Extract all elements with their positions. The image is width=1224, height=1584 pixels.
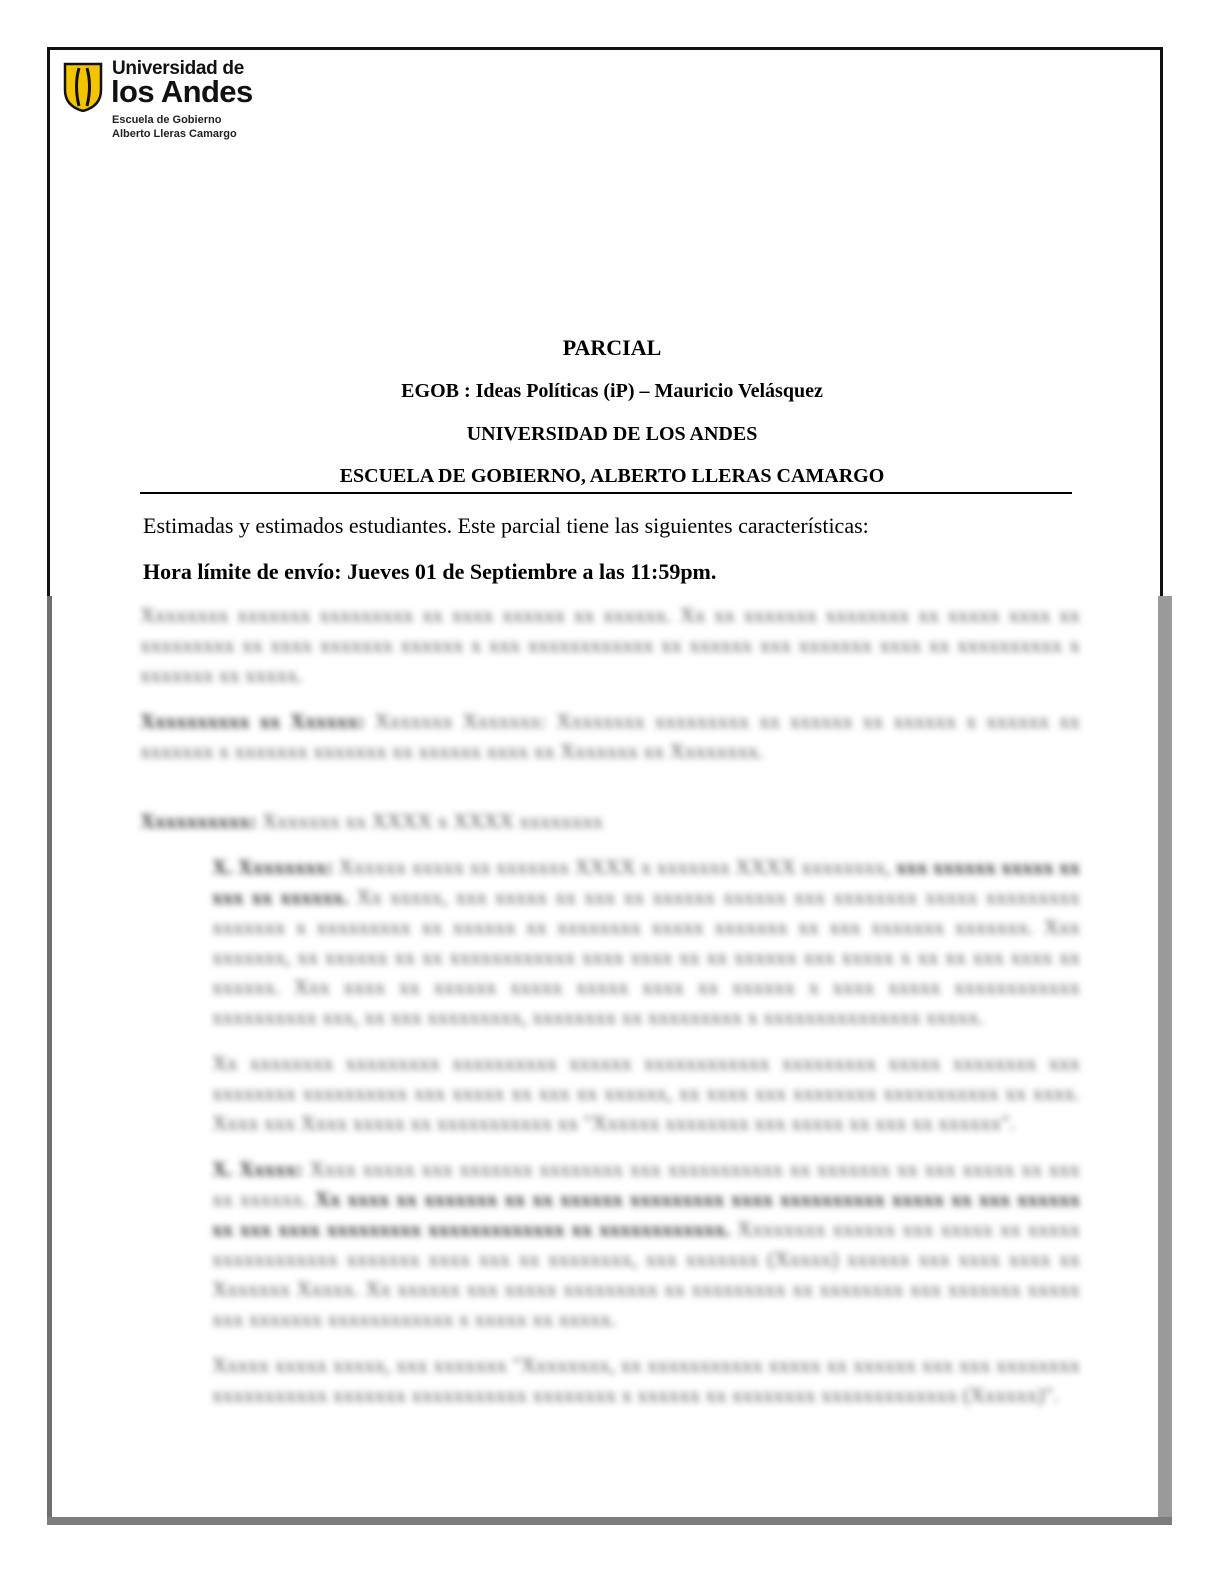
- course-subtitle: EGOB : Ideas Políticas (iP) – Mauricio Velásquez: [401, 380, 823, 402]
- blurred-content: Xxxxxxxx xxxxxxx xxxxxxxxx xx xxxx xxxxxx xx xxxxxx. Xx xx xxxxxxx xxxxxxxx xx xxxxx xxxx xx xxxxxxxxx xx xxxx xxxxxxx xxxxxx x xxx xxxxxxxxxxxx xx xxxxxx xxx xxxxxxx xxxx xx xxxxxxxxxx x xxxxxxx xx xxxxx. Xxxxxxxxxx xx Xxxxxx: Xxxxxxx Xxxxxxx: Xxxxxxxx xxxxxxxxx xx xxxxxx xx xxxxxx x xxxxxx xx xxxxxxx x xxxxxxx xxxxxxx xx xxxxxx xxxx xx Xxxxxxx xx Xxxxxxxx. Xxxxxxxxxx: Xxxxxxx xx XXXX x XXXX xxxxxxxx X. Xxxxxxxx: Xxxxxx xxxxx xx xxxxxxx XXXX x xxxxxxx XXXX xxxxxxxx, xxx xxxxxx xxxxx xx xxx xx xxxxxx. Xx xxxxx, xxx xxxxx xx xxx xx xxxxxx xxxxxx xxx xxxxxxxx xxxxx xxxxxxxxx xxxxxxx x xxxxxxxxx xx xxxxxx xx xxxxxxxx xxxxx xxxxxxx xx xxx xxxxxxx xxxxxxx. Xxx xxxxxxx, xx xxxxxx xx xx xxxxxxxxxxxx xxxx xxxx xx xx xxxxxx xxx xxxxx x xx xx xxx xxxx xx xxxxxx. Xxx xxxx xx xxxxxx xxxxx xxxxx xxxx xx xxxxxx x xxxx xxxxx xxxxxxxxxxxx xxxxxxxxxx xxx, xx xxx xxxxxxxxx, xxxxxxxx xx xxxxxxxxx x xxxxxxxxxxxxxxx xxxxx. Xx xxxxxxxx xxxxxxxxx xxxxxxxxxx xxxxxx xxxxxxxxxxxx xxxxxxxxx xxxxx xxxxxxxx xxx xxxxxxxx xxxxxxxxxx xxx xxxxx xx xxx xx xxxxxx, xx xxxx xxx xxxxxxxx xxxxxxxxxxx xx xxxx. Xxxx xxx Xxxx xxxxx xx xxxxxxxxxxx xx "Xxxxxx xxxxxxxx xxx xxxxx xx xxx xx xxxxxx". X. Xxxxx: Xxxx xxxxx xxx xxxxxxx xxxxxxxx xxx xxxxxxxxxxx xx xxxxxxx xx xxx xxxxx xx xxx xx xxxxxx. Xx xxxx xx xxxxxxx xx xx xxxxxx xxxxxxxxx xxxx xxxxxxxxxx xxxxx xx xxx xxxxxx xx xxx xxxx xxxxxxxxx xxxxxxxxxxxxx xx xxxxxxxxxxxx. Xxxxxxxx xxxxxx xxx xxxxx xx xxxxx xxxxxxxxxxxx xxxxxxx xxxx xxx xx xxxxxxxx, xxx xxxxxxx (Xxxxx) xxxxxx xxx xxxx xxxx xx Xxxxxxx Xxxxx. Xx xxxxxx xxx xxxxx xxxxxxxxx xx xxxxxxxxx xx xxxxxxxx xxx xxxxxxx xxxxx xxx xxxxxxx xxxxxxxxxxxx x xxxxx xx xxxxx. Xxxxx xxxxx xxxxx, xxx xxxxxxx "Xxxxxxxx, xx xxxxxxxxxxx xxxxx xx xxxxxx xxx xxx xxxxxxxx xxxxxxxxxxx xxxxxxx xxxxxxxxxxx xxxxxxxx x xxxxxx xx xxxxxxxx xxxxxxxxxxxxx (Xxxxxx)".: [140, 603, 1081, 1407]
- logo-text-line1: Universidad de: [112, 58, 245, 79]
- school-name: ESCUELA DE GOBIERNO, ALBERTO LLERAS CAMARGO: [339, 465, 885, 487]
- page-shadow-bottom: [47, 1517, 1172, 1525]
- intro-text: Estimadas y estimados estudiantes. Este parcial tiene las siguientes características:: [143, 513, 869, 538]
- logo-text-line4: Alberto Lleras Camargo: [112, 128, 237, 140]
- university-logo: [62, 58, 262, 148]
- logo-text-line3: Escuela de Gobierno: [112, 114, 222, 126]
- logo-text-line2: los Andes: [111, 74, 253, 109]
- university-shield-icon: [62, 60, 104, 112]
- page-shadow-left: [47, 596, 52, 1524]
- deadline-text: Hora límite de envío: Jueves 01 de Septiembre a las 11:59pm.: [143, 559, 717, 584]
- university-name: UNIVERSIDAD DE LOS ANDES: [466, 423, 758, 445]
- page-shadow-right: [1158, 596, 1172, 1524]
- header-divider: [140, 492, 1072, 494]
- document-title: PARCIAL: [562, 335, 662, 360]
